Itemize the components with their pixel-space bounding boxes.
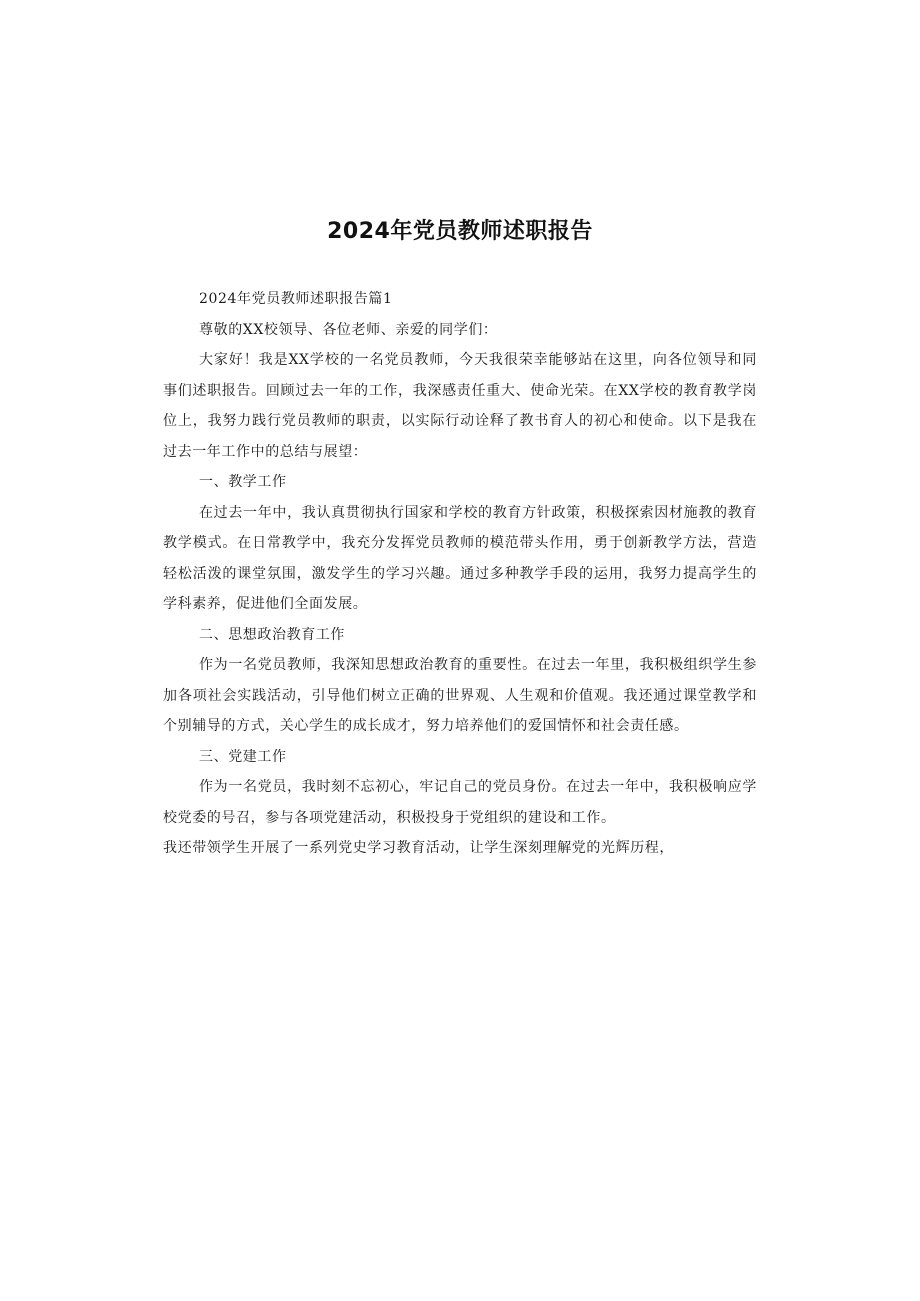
ideological-paragraph: 作为一名党员教师，我深知思想政治教育的重要性。在过去一年里，我积极组织学生参加各项社会实践活动，引导他们树立正确的世界观、人生观和价值观。我还通过课堂教学和个别辅导的方式，关心学生的成长成才，努力培养他们的爱国情怀和社会责任感。	[163, 657, 757, 734]
document-body	[163, 284, 757, 864]
party-building-paragraph: 作为一名党员，我时刻不忘初心，牢记自己的党员身份。在过去一年中，我积极响应学校党委的号召，参与各项党建活动，积极投身于党组织的建设和工作。	[163, 779, 757, 826]
document-title: 2024年党员教师述职报告	[327, 219, 593, 244]
intro-paragraph: 大家好！我是XX学校的一名党员教师，今天我很荣幸能够站在这里，向各位领导和同事们述职报告。回顾过去一年的工作，我深感责任重大、使命光荣。在XX学校的教育教学岗位上，我努力践行党员教师的职责，以实际行动诠释了教书育人的初心和使命。以下是我在过去一年工作中的总结与展望：	[163, 352, 757, 460]
heading-teaching-work: 一、教学工作	[199, 474, 287, 490]
teaching-paragraph: 在过去一年中，我认真贯彻执行国家和学校的教育方针政策，积极探索因材施教的教育教学模式。在日常教学中，我充分发挥党员教师的模范带头作用，勇于创新教学方法，营造轻松活泼的课堂氛围，激发学生的学习兴趣。通过多种教学手段的运用，我努力提高学生的学科素养，促进他们全面发展。	[163, 504, 757, 612]
party-history-paragraph: 我还带领学生开展了一系列党史学习教育活动，让学生深刻理解党的光辉历程，	[163, 840, 674, 856]
heading-ideological-education: 二、思想政治教育工作	[199, 626, 345, 643]
salutation: 尊敬的XX校领导、各位老师、亲爱的同学们：	[199, 321, 498, 338]
heading-party-building: 三、党建工作	[199, 748, 287, 765]
section-heading: 2024年党员教师述职报告篇1	[199, 291, 393, 307]
